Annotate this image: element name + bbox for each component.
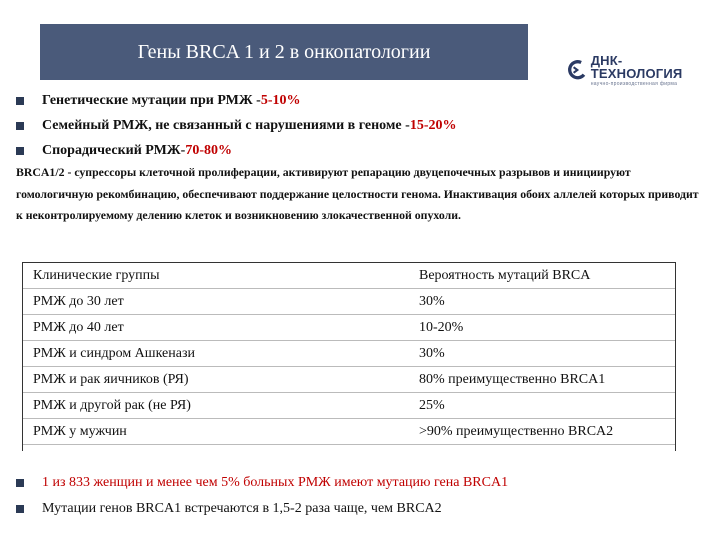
stats-list bbox=[16, 88, 696, 163]
table-row bbox=[23, 367, 675, 393]
dnk-logo-icon bbox=[567, 59, 588, 81]
bullet-text: Семейный РМЖ, не связанный с нарушениями в геноме - bbox=[42, 117, 410, 133]
table-row bbox=[23, 289, 675, 315]
list-item bbox=[16, 496, 706, 522]
column-header: Вероятность мутаций BRCA bbox=[419, 267, 591, 283]
table-cell: 30% bbox=[419, 345, 445, 361]
description-paragraph: BRCA1/2 - супрессоры клеточной пролиферации, активируют репарацию двуцепочечных разрывов и инициируют гомологичную рекомбинацию, обеспечивают поддержание целостности генома. Инактивация обоих аллелей которых приводит к неконтролируемому делению клеток и возникновению злокачественной опухоли. bbox=[16, 165, 699, 222]
table-cell: 25% bbox=[419, 397, 445, 413]
bullet-text: Спорадический РМЖ- bbox=[42, 142, 186, 158]
table-row bbox=[23, 315, 675, 341]
bullet-square-icon bbox=[16, 505, 24, 513]
table-row bbox=[23, 419, 675, 445]
table-cell: 80% преимущественно BRCA1 bbox=[419, 371, 606, 387]
table-cell: 30% bbox=[419, 293, 445, 309]
table-cell: РМЖ и другой рак (не РЯ) bbox=[33, 397, 191, 413]
logo-name: ДНК-ТЕХНОЛОГИЯ bbox=[590, 52, 683, 81]
table-cell: РМЖ и синдром Ашкенази bbox=[33, 345, 195, 361]
list-item bbox=[16, 88, 696, 113]
table-cell: РМЖ до 30 лет bbox=[33, 293, 124, 309]
list-item bbox=[16, 138, 696, 163]
table-cell: РМЖ и рак яичников (РЯ) bbox=[33, 371, 189, 387]
bullet-square-icon bbox=[16, 147, 24, 155]
bullet-square-icon bbox=[16, 122, 24, 130]
table-cell: РМЖ у мужчин bbox=[33, 423, 127, 439]
brca-table bbox=[22, 262, 676, 451]
facts-list bbox=[16, 470, 706, 522]
bullet-value: 15-20% bbox=[409, 117, 457, 133]
table-cell: РМЖ до 40 лет bbox=[33, 319, 124, 335]
bullet-square-icon bbox=[16, 97, 24, 105]
logo-subtitle: научно-производственная фирма bbox=[590, 80, 678, 87]
bullet-text: Генетические мутации при РМЖ - bbox=[42, 92, 261, 108]
table-row bbox=[23, 393, 675, 419]
list-item bbox=[16, 470, 706, 496]
bullet-value: 5-10% bbox=[260, 92, 301, 108]
company-logo bbox=[567, 52, 707, 87]
list-item bbox=[16, 113, 696, 138]
table-cell: >90% преимущественно BRCA2 bbox=[419, 423, 614, 439]
table-cell: 10-20% bbox=[419, 319, 464, 335]
fact-text: Мутации генов BRCA1 встречаются в 1,5-2 раза чаще, чем BRCA2 bbox=[42, 501, 442, 516]
fact-text: 1 из 833 женщин и менее чем 5% больных РМЖ имеют мутацию гена BRCA1 bbox=[42, 475, 509, 490]
column-header: Клинические группы bbox=[33, 267, 160, 283]
table-row bbox=[23, 341, 675, 367]
bullet-square-icon bbox=[16, 479, 24, 487]
bullet-value: 70-80% bbox=[185, 142, 232, 158]
page-title: Гены BRCA 1 и 2 в онкопатологии bbox=[137, 40, 431, 63]
title-bar bbox=[40, 24, 528, 80]
table-header-row bbox=[23, 263, 675, 289]
